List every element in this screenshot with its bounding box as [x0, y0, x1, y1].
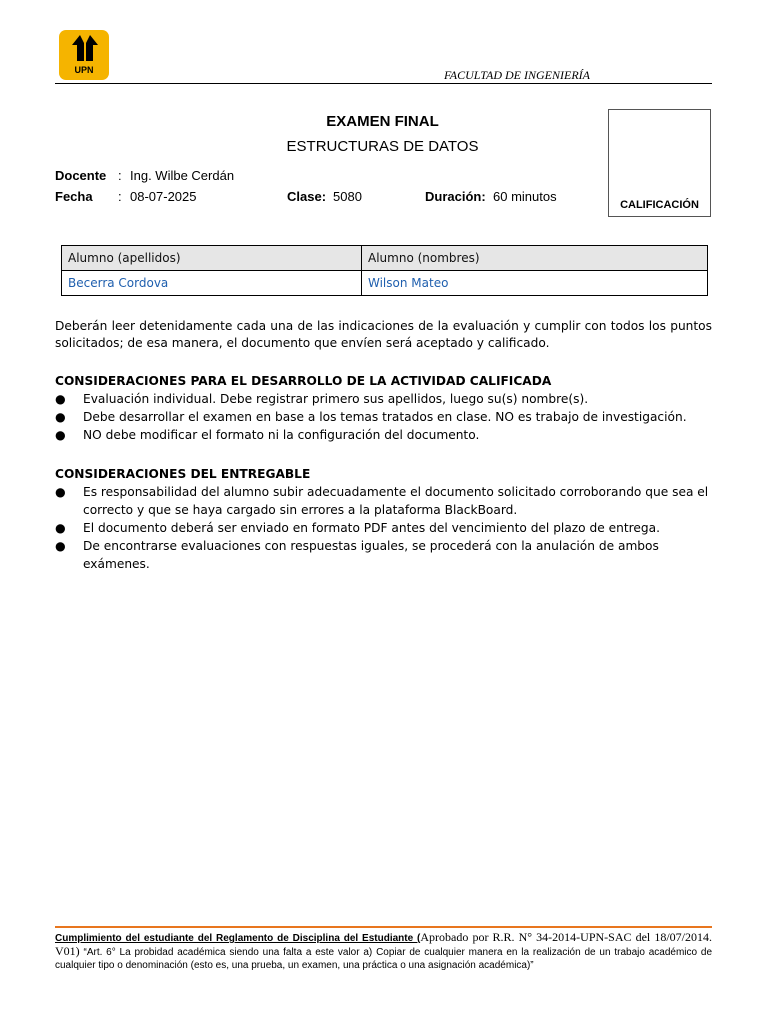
grade-box[interactable]	[608, 109, 711, 217]
section-title: CONSIDERACIONES DEL ENTREGABLE	[55, 467, 311, 481]
date-value: 08-07-2025	[130, 189, 197, 204]
teacher-value: Ing. Wilbe Cerdán	[130, 168, 235, 183]
bullet-icon: ●	[55, 521, 66, 535]
teacher-label: Docente	[55, 168, 107, 183]
date-colon: :	[118, 189, 122, 204]
header-names: Alumno (nombres)	[362, 246, 708, 271]
intro-paragraph: Deberán leer detenidamente cada una de las indicaciones de la evaluación y cumplir con todos los puntos solicitados; de esa manera, el documento que envíen será aceptado y calificado.	[55, 319, 712, 350]
bullet-icon: ●	[55, 539, 66, 553]
article-text: “Art. 6° La probidad académica siendo una falta a este valor a) Copiar de cualquier manera en la realización de un trabajo académico de cualquier tipo o denominación (esto es, una prueba, un examen, una práctica o una asignación académica)”	[55, 947, 713, 971]
list-item: ● Es responsabilidad del alumno subir adecuadamente el documento solicitado corroborando que sea el correcto y que se haya cargado sin errores a la plataforma BlackBoard.	[55, 485, 709, 517]
bullet-icon: ●	[55, 428, 66, 442]
bullet-list	[55, 390, 712, 444]
student-names[interactable]: Wilson Mateo	[362, 271, 708, 296]
class-label: Clase:	[287, 189, 327, 204]
table-header-row	[62, 246, 708, 271]
footer-note	[55, 931, 712, 972]
header-divider	[55, 83, 712, 84]
footer-divider	[55, 926, 712, 928]
list-item: ● De encontrarse evaluaciones con respuestas iguales, se procederá con la anulación de ambos exámenes.	[55, 539, 659, 571]
exam-subtitle: ESTRUCTURAS DE DATOS	[286, 138, 479, 155]
arrows-icon	[59, 30, 109, 68]
list-item: ● Debe desarrollar el examen en base a los temas tratados en clase. NO es trabajo de investigación.	[55, 410, 687, 424]
approval-text: Aprobado por R.R. N° 34-2014-UPN-SAC del 18/07/2014. V01)	[55, 930, 712, 958]
student-table	[61, 245, 708, 296]
list-item: ● El documento deberá ser enviado en formato PDF antes del vencimiento del plazo de entrega.	[55, 521, 660, 535]
date-label: Fecha	[55, 189, 93, 204]
class-value: 5080	[333, 189, 362, 204]
section-title: CONSIDERACIONES PARA EL DESARROLLO DE LA ACTIVIDAD CALIFICADA	[55, 374, 552, 388]
teacher-colon: :	[118, 168, 122, 183]
section-development	[55, 372, 712, 444]
bullet-list	[55, 483, 712, 573]
duration-label: Duración:	[425, 189, 486, 204]
list-item: ● Evaluación individual. Debe registrar primero sus apellidos, luego su(s) nombre(s).	[55, 392, 589, 406]
bullet-icon: ●	[55, 392, 66, 406]
bullet-icon: ●	[55, 485, 66, 499]
exam-title: EXAMEN FINAL	[326, 113, 439, 130]
bullet-icon: ●	[55, 410, 66, 424]
upn-logo	[59, 30, 109, 80]
list-item: ● NO debe modificar el formato ni la configuración del documento.	[55, 428, 480, 442]
logo-text: UPN	[74, 65, 94, 75]
student-surname[interactable]: Becerra Cordova	[62, 271, 362, 296]
regulation-text: Cumplimiento del estudiante del Reglamento de Disciplina del Estudiante (	[55, 933, 421, 944]
table-row	[62, 271, 708, 296]
section-deliverable	[55, 465, 712, 573]
faculty-name: FACULTAD DE INGENIERÍA	[444, 68, 590, 82]
header-surname: Alumno (apellidos)	[62, 246, 362, 271]
duration-value: 60 minutos	[493, 189, 557, 204]
grade-label: CALIFICACIÓN	[620, 199, 699, 211]
